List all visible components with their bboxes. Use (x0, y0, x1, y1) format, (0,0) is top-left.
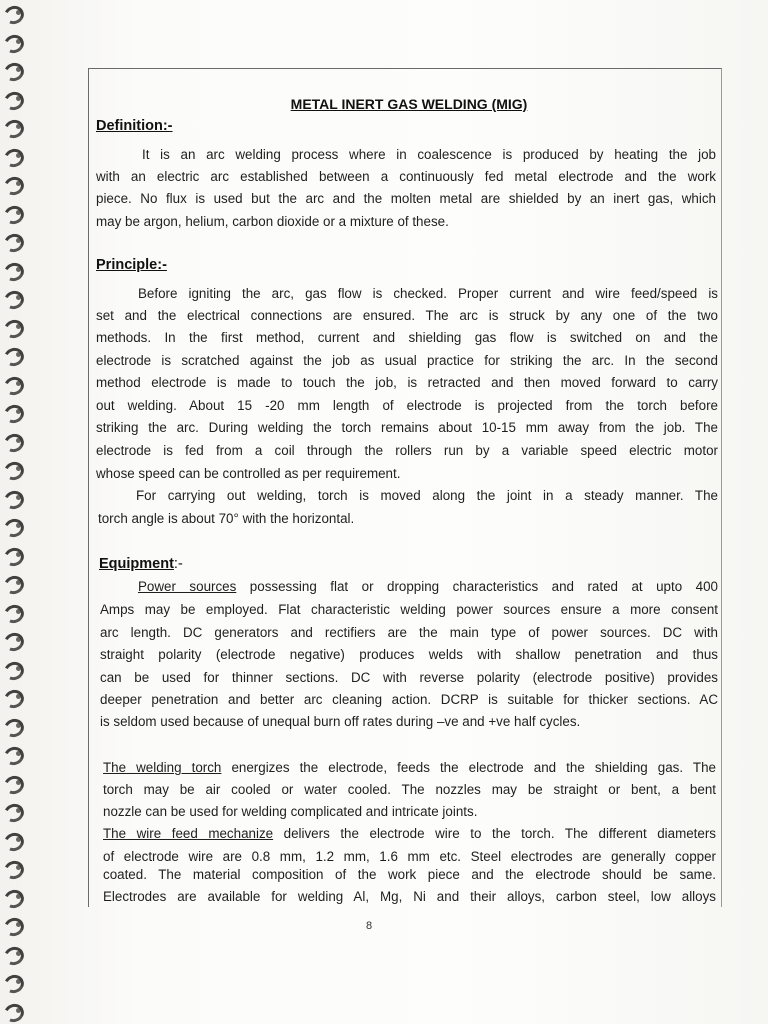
binding-ring (2, 687, 27, 711)
binding-hole (16, 979, 21, 984)
document-title: METAL INERT GAS WELDING (MIG) (290, 96, 528, 112)
wire-feed-line (103, 825, 716, 843)
binding-hole (16, 865, 21, 870)
welding-torch-line (103, 759, 716, 777)
binding-hole (16, 67, 21, 72)
principle-line: method electrode is made to touch the job, is retracted and then moved forward to carry (96, 375, 718, 390)
binding-hole (16, 808, 21, 813)
welding-torch-line: nozzle can be used for welding complicated and intricate joints. (103, 804, 478, 819)
binding-hole (16, 181, 21, 186)
binding-ring (2, 972, 27, 996)
binding-hole (16, 466, 21, 471)
equipment-heading-suffix: :- (173, 556, 183, 572)
binding-ring (2, 345, 27, 369)
binding-ring (2, 288, 27, 312)
binding-ring (2, 573, 27, 597)
binding-hole (16, 438, 21, 443)
equipment-heading (99, 556, 183, 572)
power-sources-line: deeper penetration and better arc cleaning action. DCRP is suitable for thicker sections. AC (100, 692, 718, 707)
binding-hole (16, 751, 21, 756)
wire-feed-line: of electrode wire are 0.8 mm, 1.2 mm, 1.6 mm etc. Steel electrodes are generally copper (103, 849, 716, 864)
binding-ring (2, 630, 27, 654)
binding-ring (2, 459, 27, 483)
binding-ring (2, 773, 27, 797)
principle-line: electrode is scratched against the job as usual practice for striking the arc. In the second (96, 353, 718, 368)
binding-ring (2, 659, 27, 683)
power-sources-line: straight polarity (electrode negative) produces welds with shallow penetration and thus (100, 647, 718, 662)
binding-ring (2, 516, 27, 540)
principle-line: set and the electrical connections are ensured. The arc is struck by any one of the two (96, 308, 718, 323)
definition-line: with an electric arc established between a continuously fed metal electrode and the work (96, 169, 716, 184)
binding-hole (16, 324, 21, 329)
definition-heading: Definition:- (96, 118, 173, 134)
binding-hole (16, 238, 21, 243)
binding-hole (16, 780, 21, 785)
binding-hole (16, 295, 21, 300)
binding-hole (16, 894, 21, 899)
binding-hole (16, 267, 21, 272)
welding-torch-term: The welding torch (103, 760, 222, 775)
power-sources-line (138, 578, 718, 596)
wire-feed-line: Electrodes are available for welding Al, Mg, Ni and their alloys, carbon steel, low alloys (103, 889, 716, 904)
binding-ring (2, 716, 27, 740)
binding-hole (16, 1008, 21, 1013)
binding-ring (2, 488, 27, 512)
wire-feed-term: The wire feed mechanize (103, 826, 274, 841)
principle-line: For carrying out welding, torch is moved along the joint in a steady manner. The (136, 488, 718, 503)
binding-ring (2, 374, 27, 398)
wire-feed-line-rest: delivers the electrode wire to the torch. The different diameters (273, 826, 716, 841)
binding-ring (2, 744, 27, 768)
definition-line: piece. No flux is used but the arc and the molten metal are shielded by an inert gas, which (96, 191, 716, 206)
binding-ring (2, 887, 27, 911)
binding-hole (16, 39, 21, 44)
welding-torch-line: torch may be air cooled or water cooled. The nozzles may be straight or bent, a bent (103, 782, 716, 797)
binding-ring (2, 146, 27, 170)
binding-ring (2, 317, 27, 341)
principle-line: electrode is fed from a coil through the rollers run by a variable speed electric motor (96, 443, 718, 458)
binding-ring (2, 203, 27, 227)
binding-ring (2, 402, 27, 426)
binding-ring (2, 1001, 27, 1024)
binding-hole (16, 153, 21, 158)
power-sources-term: Power sources (138, 579, 237, 594)
binding-ring (2, 858, 27, 882)
binding-hole (16, 922, 21, 927)
binding-ring (2, 830, 27, 854)
binding-ring (2, 431, 27, 455)
principle-line: whose speed can be controlled as per requirement. (96, 466, 401, 481)
binding-ring (2, 602, 27, 626)
principle-line: torch angle is about 70° with the horizontal. (98, 511, 355, 526)
power-sources-line-rest: possessing flat or dropping characteristics and rated at upto 400 (236, 579, 718, 594)
equipment-heading-text: Equipment (99, 556, 174, 572)
binding-hole (16, 409, 21, 414)
binding-ring (2, 545, 27, 569)
principle-line: methods. In the first method, current and shielding gas flow is switched on and the (96, 330, 718, 345)
binding-hole (16, 666, 21, 671)
binding-hole (16, 637, 21, 642)
binding-ring (2, 174, 27, 198)
binding-ring (2, 944, 27, 968)
binding-hole (16, 523, 21, 528)
binding-hole (16, 609, 21, 614)
binding-hole (16, 694, 21, 699)
welding-torch-line-rest: energizes the electrode, feeds the electrode and the shielding gas. The (221, 760, 716, 775)
principle-line: Before igniting the arc, gas flow is checked. Proper current and wire feed/speed is (138, 286, 718, 301)
binding-ring (2, 915, 27, 939)
power-sources-line: arc length. DC generators and rectifiers are the main type of power sources. DC with (100, 625, 718, 640)
binding-ring (2, 32, 27, 56)
page-number: 8 (366, 920, 373, 932)
binding-hole (16, 552, 21, 557)
wire-feed-line: coated. The material composition of the work piece and the electrode should be same. (103, 867, 716, 882)
binding-ring (2, 117, 27, 141)
principle-heading: Principle:- (96, 257, 167, 273)
binding-ring (2, 3, 27, 27)
definition-line: It is an arc welding process where in coalescence is produced by heating the job (142, 147, 716, 162)
binding-hole (16, 210, 21, 215)
power-sources-line: Amps may be employed. Flat characteristic welding power sources ensure a more consent (100, 602, 718, 617)
principle-line: out welding. About 15 -20 mm length of electrode is projected from the torch before (96, 398, 718, 413)
binding-ring (2, 801, 27, 825)
binding-hole (16, 723, 21, 728)
binding-ring (2, 260, 27, 284)
principle-line: striking the arc. During welding the torch remains about 10-15 mm away from the job. The (96, 420, 718, 435)
binding-hole (16, 124, 21, 129)
binding-ring (2, 60, 27, 84)
binding-hole (16, 495, 21, 500)
binding-hole (16, 951, 21, 956)
power-sources-line: can be used for thinner sections. DC with reverse polarity (electrode positive) provides (100, 670, 718, 685)
binding-hole (16, 580, 21, 585)
binding-hole (16, 837, 21, 842)
binding-hole (16, 352, 21, 357)
binding-hole (16, 381, 21, 386)
spiral-binding (0, 0, 30, 1024)
binding-hole (16, 10, 21, 15)
power-sources-line: is seldom used because of unequal burn off rates during –ve and +ve half cycles. (100, 714, 581, 729)
binding-ring (2, 231, 27, 255)
definition-line: may be argon, helium, carbon dioxide or a mixture of these. (96, 214, 449, 229)
